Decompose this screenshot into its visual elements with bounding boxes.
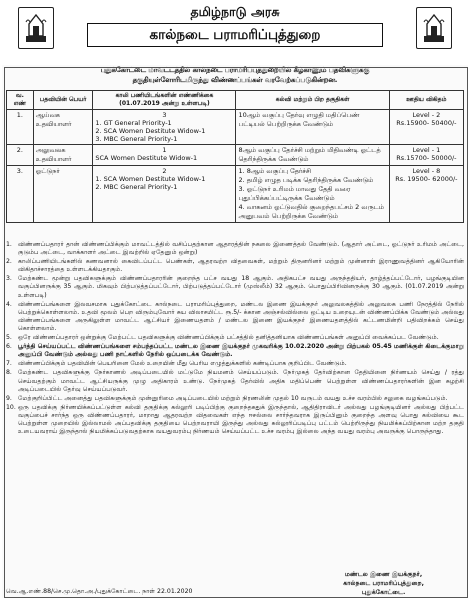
table-row bbox=[7, 166, 464, 223]
note-item bbox=[6, 334, 464, 342]
pay-scale: Rs.15700- 50000/- bbox=[396, 154, 457, 162]
row-qualification: 8ஆம் வகுப்பு தேர்ச்சி மற்றும் மிதிவண்டி ஓட்டத் தெரிந்திருக்க வேண்டும் bbox=[236, 145, 389, 166]
vacancy-count: 1 bbox=[162, 146, 167, 154]
note-number: 5. bbox=[6, 334, 12, 342]
qualification-line: 1. 8ஆம் வகுப்பு தேர்ச்சி bbox=[238, 167, 312, 175]
table-header-row bbox=[7, 91, 464, 110]
note-item bbox=[6, 360, 464, 368]
row-post: அலுவலக உதவியாளர் bbox=[33, 145, 93, 166]
col-vacancy: காலி பணியிடங்களின் எண்ணிக்கை (01.07.2019 அன்று உள்ளபடி) bbox=[93, 91, 236, 110]
row-vacancy bbox=[93, 145, 236, 166]
vacancy-line: 2. SCA Women Destitute Widow-1 bbox=[95, 127, 206, 135]
col-pay: ஊதிய விகிதம் bbox=[389, 91, 463, 110]
vacancy-table bbox=[6, 90, 464, 223]
vacancy-count: 2 bbox=[162, 167, 167, 175]
pay-level: Level - 2 bbox=[412, 111, 441, 119]
qualification-line: 4. வாகனம் ஓட்டுவதில் குறைந்தபட்சம் 2 வருடம் அனுபவம் பெற்றிருக்க வேண்டும் bbox=[238, 203, 385, 220]
table-row bbox=[7, 145, 464, 166]
header bbox=[2, 1, 468, 65]
note-number: 9. bbox=[6, 394, 12, 402]
row-sl: 1. bbox=[7, 110, 34, 145]
qualification-line: 3. ஓட்டுநர் உரிமம் மாவது தேதி வரை புதுப்பிக்கப்பட்டிருக்க வேண்டும் bbox=[238, 185, 351, 202]
signature-line-2: கால்நடை பராமரிப்புத்துறை, bbox=[343, 580, 424, 587]
note-item bbox=[6, 241, 464, 257]
col-sl: வ. எண் bbox=[7, 91, 34, 110]
row-sl: 2. bbox=[7, 145, 34, 166]
row-pay bbox=[389, 166, 463, 223]
note-item bbox=[6, 369, 464, 393]
col-qualification: கல்வி மற்றும் பிற தகுதிகள் bbox=[236, 91, 389, 110]
note-text: விண்ணப்பிக்கும் பதவியின் பெயரினை மேல் உறையின் மீது பெரிய எழுத்துக்களில் கண்டிப்பாக குறிப்பிட வேண்டும். bbox=[18, 360, 347, 368]
qualification-line: 2. தமிழ் எழுத படிக்க தெரிந்திருக்க வேண்டும் bbox=[238, 176, 374, 184]
vacancy-line: 1. GT General Priority-1 bbox=[95, 119, 172, 127]
note-number: 10. bbox=[6, 403, 16, 411]
table-row bbox=[7, 110, 464, 145]
note-text: ஒரே விண்ணப்பதாரர் ஒன்றுக்கு மேற்பட்ட பதவிகளுக்கு விண்ணப்பிக்கும் பட்சத்தில் தனித்தனியாக விண்ணப்பங்கள் அனுப்பி வைக்கப்பட வேண்டும். bbox=[18, 334, 439, 342]
note-item bbox=[6, 275, 464, 299]
reference-number: வெ.ஆ.எண்.88/செ.மு.தொ.அ./புதுக்கோட்டை. நாள் 22.01.2020 bbox=[6, 588, 193, 595]
note-text: மேற்குறிப்பிட்ட அனைத்து பதவிகளுக்கும் முன்னுரிமை அடிப்படையில் மற்றும் நிரணலின் முதல் 10 வருடம் வயது உச்ச வரம்பில் சலுகை வழங்கப்படும். bbox=[18, 394, 448, 402]
advertisement-page bbox=[2, 1, 468, 598]
note-text: விண்ணப்பதாரர் தான் விண்ணப்பிக்கும் மாவட்டத்தில் வசிப்பதற்கான ஆதாரத்தின் நகலை இணைத்தல் வேண்டும். (ஆதார் அட்டை, ஓட்டுநர் உரிமம் அட்டை, குடும்ப அட்டை, வாக்காளர் அட்டை இவற்றில் ஏதேனும் ஒன்று) bbox=[18, 241, 464, 257]
note-text: விண்ணப்பங்களை இலவசமாக புதுக்கோட்டை கால்நடை பராமரிப்புத்துறை, மண்டல இணை இயக்குநர் அலுவலகத்தில் அலுவலக பணி நேரத்தில் நேரில் பெற்றுக்கொள்ளலாம். உதவி மூலம் பெற விரும்புவோர் சுய விலாசமிட்ட ரூ.5/- க்கான அஞ்சல்வில்லை ஒட்டிய உறையுடன் விண்ணப்பிக்க வேண்டும் அல்லது விண்ணப்பங்களை அருகிலுள்ள மாவட்ட ஆட்சியர் இணையதளம் / மண்டல இணை இயக்குநர் இணையதளத்தில் கட்டணமின்றி பதிவிறக்கம் செய்து கொள்ளலாம். bbox=[18, 300, 464, 332]
subtitle-line-1: புதுக்கோட்டை மாவட்டத்தில் கால்நடை பராமரிப்புத்துறையில் கீழ்காணும் பதவிகளுக்கு bbox=[100, 66, 370, 74]
note-text: ஒரு பதவிக்கு நிர்ணயிக்கப்பட்டுள்ள கல்வி தகுதிக்கு கல்லூரி படிப்பிற்கு குறைந்தகதுக் இருந்தால், ஆதிதிராவிடர் அல்லது பழங்குடியினர் அல்லது பிற்பட்ட வகுப்பைச் சார்ந்த ஒரு விண்ணப்பதாரர், மாறாது ஆதரவற்ற விதவைகள் எந்த ஈசல்லை சார்ந்தவராக இருப்பினும் குறைந்த அளவு பொது கல்வியை கூட பெற்றுள்ள முறையில் இல்லாமல் அப்பதவிக்கு தகுதியை பெற்றவராயி இருந்து அல்லது கல்லூரிப்படிப்பு பட்டம் பெற்றிருந்து நியமிக்கப்பிற்கான மற்ற தகுதி உடையவராய் இருந்தால் நியமிக்கப்படுவதற்காக வயதுவரம்பு நிர்ணயம் செய்யப்பட்ட உச்ச வரம்பு இல்லை அந்த வயது வரம்பு அவருக்கு பொருந்தாது. bbox=[18, 403, 464, 436]
signature-block bbox=[343, 570, 424, 597]
note-item bbox=[6, 343, 464, 359]
note-text: மேற்கண்ட பதவிகளுக்கு நேர்காணல் அடிப்படையில் மட்டுமே நியமனம் செய்யப்படும். நேர்முகத் தேர்விற்கான தேதியினை நிர்ணயம் செய்து / ரத்து செய்வதற்கும் மாவட்ட ஆட்சியருக்கு முழு அதிகாரம் உண்டு. நேர்முகத் தேர்வில் அதிக மதிப்பெண் பெற்றுள்ள விண்ணப்பதாரர்களின் இன சுழற்சி அடிப்படையில் தேர்வு செய்யப்படுவர். bbox=[18, 369, 464, 393]
subtitle bbox=[2, 65, 468, 85]
note-number: 3. bbox=[6, 275, 12, 283]
note-text: பூர்த்தி செய்யப்பட்ட விண்ணப்பங்களை சம்பந்தப்பட்ட மண்டல இணை இயக்குநர் முகவரிக்கு 10.02.2020 அன்று பிற்பகல் 05.45 மணிக்குள் கிடைக்குமாறு அனுப்பி வேண்டும் அல்லது பணி நாட்களில் நேரில் ஒப்படைக்க வேண்டும். bbox=[18, 343, 464, 359]
note-number: 8. bbox=[6, 369, 12, 377]
row-post: ஓட்டுநர் bbox=[33, 166, 93, 223]
pay-level: Level - 1 bbox=[412, 146, 441, 154]
row-pay bbox=[389, 110, 463, 145]
vacancy-line: 3. MBC General Priority-1 bbox=[95, 135, 178, 143]
note-number: 2. bbox=[6, 258, 12, 266]
notes-list bbox=[6, 241, 464, 437]
row-pay bbox=[389, 145, 463, 166]
row-qualification bbox=[236, 166, 389, 223]
vacancy-line: 2. MBC General Priority-1 bbox=[95, 183, 178, 191]
note-item bbox=[6, 258, 464, 274]
govt-title: தமிழ்நாடு அரசு bbox=[190, 4, 280, 19]
row-vacancy bbox=[93, 110, 236, 145]
col-post: பதவியின் பெயர் bbox=[33, 91, 93, 110]
pay-scale: Rs. 19500- 62000/- bbox=[395, 175, 458, 183]
signature-line-3: புதுக்கோட்டை. bbox=[361, 589, 406, 596]
note-text: காலிப்பணியிடங்களில் கணவனால் கைவிடப்பட்ட பெண்கள், ஆதரவற்ற விதவைகள், மற்றும் திருனரினர் மற்றும் முன்னாள் இராணுவத்தினர் ஆகியோரின் விகிதாச்சாரத்தை உள்ளடக்கியதாகும். bbox=[18, 258, 464, 274]
note-item bbox=[6, 395, 464, 403]
department-title: கால்நடை பராமரிப்புத்துறை bbox=[87, 23, 383, 47]
vacancy-count: 3 bbox=[162, 111, 167, 119]
note-item bbox=[6, 301, 464, 333]
row-sl: 3. bbox=[7, 166, 34, 223]
row-post: ஆய்வக உதவியாளர் bbox=[33, 110, 93, 145]
note-number: 6. bbox=[6, 343, 12, 351]
vacancy-line: SCA Women Destitute Widow-1 bbox=[95, 154, 198, 162]
note-text: மேற்கண்ட மூன்று பதவிகளுக்கும் விண்ணப்பதாரரின் குறைந்த பட்ச வயது 18 ஆகும். அதிகபட்ச வயது அருந்ததியர், தாழ்த்தப்பட்டோர், பழங்குடியின வகுப்பினருக்கு 35 ஆகும். மிகவும் பிற்படுத்தப்பட்டோர், பிற்படுத்தப்பட்டோர் (முஸ்லீம்) 32 ஆகும். பொதுப்பிரிவினருக்கு 30 ஆகும். (01.07.2019 அன்று உள்ளபடி) bbox=[18, 275, 464, 299]
signature-line-1: மண்டல இணை இயக்குநர், bbox=[345, 571, 423, 578]
note-number: 4. bbox=[6, 300, 12, 308]
subtitle-line-2: தகுதியுள்ளோரிடமிருந்து விண்ணப்பங்கள் வரவேற்கப்படுகின்றன. bbox=[132, 76, 338, 84]
row-qualification: 10ஆம் வகுப்பு தேர்வு எழுதி மதிப்பெண் பட்டியல் பெற்றிருக்க வேண்டும் bbox=[236, 110, 389, 145]
pay-level: Level - 8 bbox=[412, 167, 441, 175]
row-vacancy bbox=[93, 166, 236, 223]
note-number: 7. bbox=[6, 360, 12, 368]
pay-scale: Rs.15900- 50400/- bbox=[396, 119, 457, 127]
vacancy-line: 1. SCA Women Destitute Widow-1 bbox=[95, 175, 206, 183]
note-number: 1. bbox=[6, 241, 12, 248]
note-item bbox=[6, 404, 464, 436]
